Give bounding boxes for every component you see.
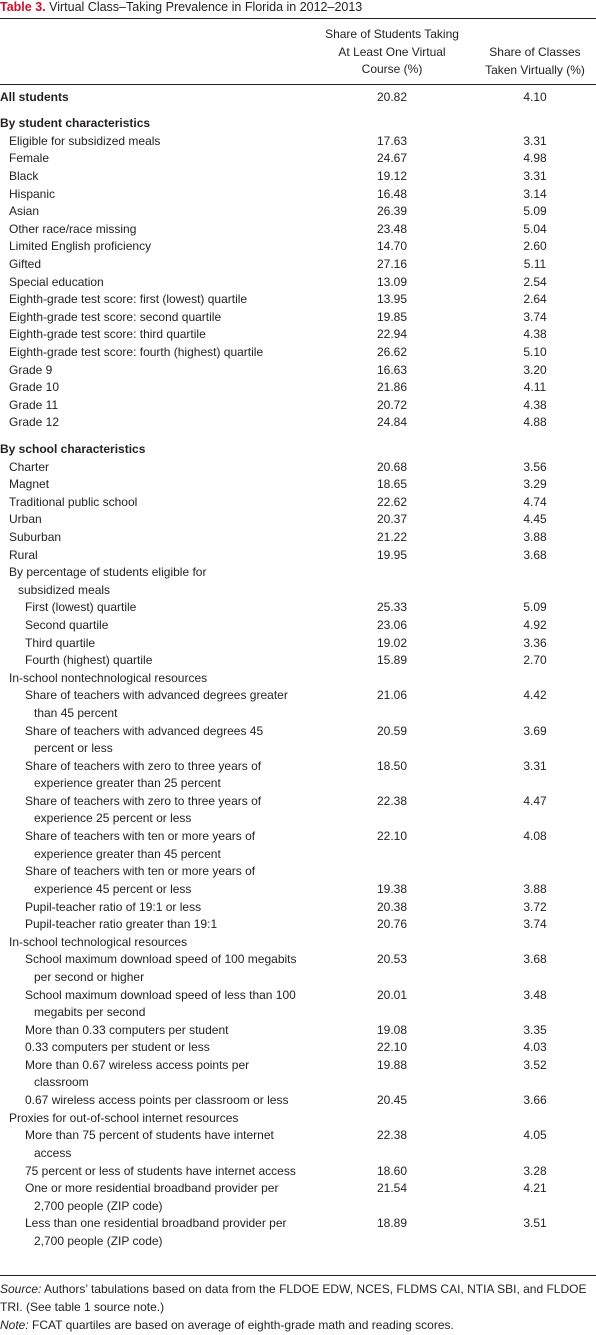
row-label: Female — [9, 151, 50, 166]
share-students-value: 20.76 — [376, 917, 408, 932]
row-label: In-school technological resources — [9, 934, 188, 949]
table-title: Virtual Class–Taking Prevalence in Florida in 2012–2013 — [49, 0, 363, 14]
share-classes-value: 5.09 — [523, 600, 547, 615]
row-label: Pupil-teacher ratio of 19:1 or less — [25, 899, 202, 914]
share-classes-value: 4.11 — [523, 380, 547, 395]
row-label: Magnet — [9, 477, 50, 492]
share-students-value: 20.68 — [376, 459, 408, 474]
source-text: Authors’ tabulations based on data from the FLDOE EDW, NCES, FLDMS CAI, NTIA SBI, and FLDOE TRI. (See table 1 source note.) — [0, 1282, 587, 1314]
share-students-value: 19.85 — [376, 309, 408, 324]
row-label: 2,700 people (ZIP code) — [34, 1198, 163, 1213]
share-students-value: 16.63 — [376, 362, 408, 377]
table-caption — [0, 0, 362, 15]
share-classes-value: 4.21 — [523, 1181, 547, 1196]
row-label: Urban — [9, 512, 42, 527]
row-label: Grade 11 — [9, 397, 59, 412]
share-classes-value: 3.31 — [523, 133, 547, 148]
row-label: Pupil-teacher ratio greater than 19:1 — [25, 917, 218, 932]
share-classes-value: 3.14 — [523, 186, 547, 201]
row-label: Special education — [9, 274, 104, 289]
share-classes-value: 3.20 — [523, 362, 547, 377]
row-label: experience greater than 25 percent — [34, 776, 221, 791]
source-note — [0, 1281, 596, 1316]
row-label: Third quartile — [25, 635, 96, 650]
share-classes-value: 3.51 — [523, 1216, 547, 1231]
row-label: megabits per second — [34, 1005, 146, 1020]
share-students-value: 18.65 — [376, 477, 408, 492]
share-students-value: 23.06 — [376, 617, 408, 632]
row-label: First (lowest) quartile — [25, 600, 137, 615]
row-label: By school characteristics — [0, 441, 146, 456]
row-label: Limited English proficiency — [9, 239, 152, 254]
share-classes-value: 3.72 — [523, 899, 547, 914]
share-students-value: 25.33 — [376, 600, 408, 615]
share-students-value: 23.48 — [376, 221, 408, 236]
share-students-value: 19.38 — [376, 881, 408, 896]
row-label: Rural — [9, 547, 38, 562]
share-classes-value: 3.69 — [523, 723, 547, 738]
share-classes-value: 5.10 — [523, 344, 547, 359]
row-label: School maximum download speed of less than 100 — [25, 987, 296, 1002]
share-classes-value: 3.31 — [523, 168, 547, 183]
share-students-value: 19.95 — [376, 547, 408, 562]
row-label: In-school nontechnological resources — [9, 670, 208, 685]
general-note — [0, 1317, 596, 1335]
share-classes-value: 2.70 — [523, 653, 547, 668]
share-students-value: 26.62 — [376, 344, 408, 359]
row-label: Share of teachers with ten or more years of — [25, 829, 256, 844]
share-classes-value: 4.88 — [523, 415, 547, 430]
row-label: Black — [9, 168, 39, 183]
row-label: By percentage of students eligible for — [9, 565, 207, 580]
row-label: 0.67 wireless access points per classroom or less — [25, 1093, 289, 1108]
row-label: access — [34, 1145, 72, 1160]
share-students-value: 20.53 — [376, 952, 408, 967]
row-label: Hispanic — [9, 186, 56, 201]
share-students-value: 22.38 — [376, 793, 408, 808]
col1-header-line: Share of Students Taking — [325, 27, 459, 41]
share-classes-value: 2.54 — [523, 274, 547, 289]
share-students-value: 21.22 — [376, 529, 408, 544]
row-label: experience greater than 45 percent — [34, 846, 221, 861]
share-students-value: 18.50 — [376, 758, 408, 773]
row-label: Share of teachers with advanced degrees 45 — [25, 723, 264, 738]
share-students-value: 21.54 — [376, 1181, 408, 1196]
note-label: Note: — [0, 1318, 29, 1332]
share-students-value: 13.09 — [376, 274, 408, 289]
share-students-value: 19.02 — [376, 635, 408, 650]
share-students-value: 18.89 — [376, 1216, 408, 1231]
share-classes-value: 3.35 — [523, 1022, 547, 1037]
share-students-value: 20.37 — [376, 512, 408, 527]
row-label: Less than one residential broadband provider per — [25, 1216, 287, 1231]
note-text: FCAT quartiles are based on average of eighth-grade math and reading scores. — [28, 1318, 454, 1332]
share-classes-value: 5.11 — [523, 256, 547, 271]
share-students-value: 16.48 — [376, 186, 408, 201]
row-label: Second quartile — [25, 617, 109, 632]
row-label: Share of teachers with zero to three years of — [25, 793, 262, 808]
share-classes-value: 3.36 — [523, 635, 547, 650]
share-classes-value: 3.88 — [523, 881, 547, 896]
row-label: Grade 10 — [9, 380, 60, 395]
row-label: experience 45 percent or less — [34, 881, 192, 896]
share-students-value: 19.88 — [376, 1057, 408, 1072]
row-label: One or more residential broadband provider per — [25, 1181, 279, 1196]
share-classes-value: 4.38 — [523, 327, 547, 342]
row-label: Eighth-grade test score: fourth (highest) quartile — [9, 344, 264, 359]
share-students-value: 22.94 — [376, 327, 408, 342]
row-label: Fourth (highest) quartile — [25, 653, 153, 668]
share-classes-value: 3.31 — [523, 758, 547, 773]
row-label: Asian — [9, 204, 40, 219]
share-students-value: 22.38 — [376, 1128, 408, 1143]
share-students-value: 20.59 — [376, 723, 408, 738]
row-label: Eighth-grade test score: second quartile — [9, 309, 222, 324]
col1-header-line: At Least One Virtual — [338, 44, 446, 59]
share-classes-value: 4.42 — [523, 688, 547, 703]
row-label: 75 percent or less of students have internet access — [25, 1163, 296, 1178]
row-label: subsidized meals — [18, 582, 111, 597]
share-students-value: 19.12 — [376, 168, 408, 183]
share-students-value: 20.72 — [376, 397, 408, 412]
row-label: than 45 percent — [34, 705, 118, 720]
share-students-value: 22.10 — [376, 829, 408, 844]
col1-header-line: Course (%) — [361, 62, 423, 76]
share-classes-value: 3.88 — [523, 529, 547, 544]
share-classes-value: 3.66 — [523, 1093, 547, 1108]
share-classes-value: 3.29 — [523, 477, 547, 492]
row-label: Share of teachers with advanced degrees greater — [25, 688, 288, 703]
share-students-value: 26.39 — [376, 204, 408, 219]
source-label: Source: — [0, 1282, 42, 1296]
row-label: 0.33 computers per student or less — [25, 1040, 210, 1055]
share-classes-value: 5.09 — [523, 204, 547, 219]
share-students-value: 18.60 — [376, 1163, 408, 1178]
row-label: experience 25 percent or less — [34, 811, 192, 826]
row-label: By student characteristics — [0, 116, 151, 131]
share-students-value: 22.10 — [376, 1040, 408, 1055]
share-classes-value: 4.92 — [523, 617, 547, 632]
share-classes-value: 3.74 — [523, 309, 547, 324]
share-classes-value: 5.04 — [523, 221, 547, 236]
row-label: Eighth-grade test score: third quartile — [9, 327, 206, 342]
share-students-value: 24.84 — [376, 415, 408, 430]
row-label: Eighth-grade test score: first (lowest) quartile — [9, 292, 248, 307]
share-classes-value: 4.03 — [523, 1040, 547, 1055]
row-label: Grade 9 — [9, 362, 53, 377]
row-label: Charter — [9, 459, 50, 474]
share-classes-value: 3.52 — [523, 1057, 547, 1072]
share-students-value: 24.67 — [376, 151, 408, 166]
share-classes-value: 4.47 — [523, 793, 547, 808]
share-classes-value: 3.68 — [523, 547, 547, 562]
row-label: More than 0.33 computers per student — [25, 1022, 229, 1037]
row-label: Share of teachers with ten or more years of — [25, 864, 256, 879]
share-classes-value: 3.28 — [523, 1163, 547, 1178]
share-students-value: 21.86 — [376, 380, 408, 395]
share-classes-value: 4.98 — [523, 151, 547, 166]
row-label: 2,700 people (ZIP code) — [34, 1233, 163, 1248]
row-label: Share of teachers with zero to three years of — [25, 758, 262, 773]
row-label: Suburban — [9, 529, 62, 544]
header-rule — [0, 84, 596, 85]
share-students-value: 20.45 — [376, 1093, 408, 1108]
share-students-value: 20.38 — [376, 899, 408, 914]
share-classes-value: 4.45 — [523, 512, 547, 527]
row-label: More than 0.67 wireless access points per — [25, 1057, 250, 1072]
row-label: percent or less — [34, 741, 113, 756]
row-label: Eligible for subsidized meals — [9, 133, 161, 148]
row-label: Grade 12 — [9, 415, 60, 430]
share-classes-value: 4.10 — [523, 89, 547, 104]
share-classes-value: 3.68 — [523, 952, 547, 967]
share-students-value: 14.70 — [376, 239, 408, 254]
col2-header-line: Taken Virtually (%) — [485, 62, 585, 77]
share-classes-value: 4.74 — [523, 494, 547, 509]
share-students-value: 17.63 — [376, 133, 408, 148]
share-students-value: 20.82 — [376, 89, 408, 104]
share-students-value: 13.95 — [376, 292, 408, 307]
share-classes-value: 4.05 — [523, 1128, 547, 1143]
row-label: Other race/race missing — [9, 221, 137, 236]
share-classes-value: 3.48 — [523, 987, 547, 1002]
share-classes-value: 2.60 — [523, 239, 547, 254]
share-students-value: 21.06 — [376, 688, 408, 703]
row-label: All students — [0, 89, 69, 104]
share-students-value: 19.08 — [376, 1022, 408, 1037]
row-label: School maximum download speed of 100 megabits — [25, 952, 297, 967]
share-students-value: 27.16 — [376, 256, 408, 271]
bottom-rule — [0, 1275, 596, 1276]
share-classes-value: 3.56 — [523, 459, 547, 474]
share-students-value: 20.01 — [376, 987, 408, 1002]
col1-header — [300, 26, 484, 79]
share-classes-value: 2.64 — [523, 292, 547, 307]
row-label: classroom — [34, 1075, 89, 1090]
top-rule — [0, 18, 596, 19]
col2-header — [470, 44, 596, 79]
row-label: Traditional public school — [9, 494, 138, 509]
row-label: Gifted — [9, 256, 42, 271]
table-number: Table 3. — [0, 0, 46, 14]
row-label: Proxies for out-of-school internet resources — [9, 1110, 239, 1125]
share-students-value: 22.62 — [376, 494, 408, 509]
share-classes-value: 3.74 — [523, 917, 547, 932]
share-classes-value: 4.38 — [523, 397, 547, 412]
share-students-value: 15.89 — [376, 653, 408, 668]
row-label: per second or higher — [34, 969, 145, 984]
row-label: More than 75 percent of students have internet — [25, 1128, 274, 1143]
col2-header-line: Share of Classes — [489, 45, 581, 59]
share-classes-value: 4.08 — [523, 829, 547, 844]
